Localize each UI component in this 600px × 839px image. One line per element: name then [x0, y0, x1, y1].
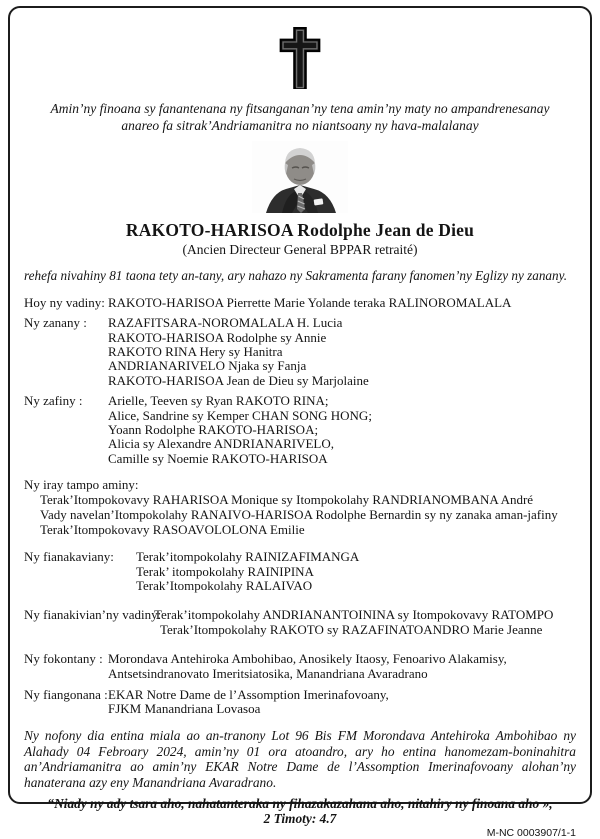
- label-spouse-family: Ny fianakivian’ny vadiny:: [24, 607, 162, 623]
- age-line: rehefa nivahiny 81 taona tety an-tany, ary nahazo ny Sakramenta farany fanomen’ny Eglizy ny zanany.: [24, 267, 568, 283]
- bible-quote-reference: 2 Timoty: 4.7: [263, 810, 337, 826]
- child-line: ANDRIANARIVELO Njaka sy Fanja: [108, 358, 307, 374]
- child-line: RAKOTO RINA Hery sy Hanitra: [108, 343, 283, 359]
- label-children: Ny zanany :: [24, 315, 87, 331]
- row-grandchildren: [24, 394, 576, 466]
- child-line: RAKOTO-HARISOA Jean de Dieu sy Marjolaine: [108, 372, 369, 388]
- label-fokontany: Ny fokontany :: [24, 651, 103, 667]
- his-family-line: Terak’Itompokolahy RALAIVAO: [136, 578, 313, 594]
- grandchild-line: Camille sy Noemie RAKOTO-HARISOA: [108, 450, 328, 466]
- deceased-former-title: (Ancien Directeur General BPPAR retraité): [182, 241, 418, 257]
- row-fokontany: [24, 652, 576, 681]
- document-number: M-NC 0003907/1-1: [486, 827, 576, 839]
- row-spouse-family: [24, 608, 576, 637]
- faith-intro-text: Amin’ny finoana sy fanantenana ny fitsanganan’ny tena amin’ny maty no ampandrenesanay anareo fa sitrak’Andriamanitra no niantsoany ny hava-malalanay: [50, 101, 550, 133]
- bible-quote: [24, 796, 576, 827]
- sibling-line: Vady navelan’Itompokolahy RANAIVO-HARISOA Rodolphe Bernardin sy ny zanaka aman-jafiny: [40, 507, 558, 523]
- fokontany-line: Morondava Antehiroka Ambohibao, Anosikely Itaosy, Fenoarivo Alakamisy,: [108, 651, 507, 667]
- church-line: EKAR Notre Dame de l’Assomption Imerinafovoany,: [108, 687, 389, 703]
- deceased-portrait-photo: [252, 141, 348, 218]
- label-church: Ny fiangonana :: [24, 687, 108, 703]
- his-family-line: Terak’itompokolahy RAINIZAFIMANGA: [136, 549, 360, 565]
- child-line: RAZAFITSARA-NOROMALALA H. Lucia: [108, 315, 343, 331]
- sibling-line: Terak’Itompokovavy RASOAVOLOLONA Emilie: [40, 522, 305, 538]
- value-spouse: RAKOTO-HARISOA Pierrette Marie Yolande teraka RALINOROMALALA: [108, 294, 512, 310]
- label-siblings: Ny iray tampo aminy:: [24, 477, 139, 493]
- funeral-announcement: Ny nofony dia entina miala ao an-tranony Lot 96 Bis FM Morondava Antehiroka Ambohibao ny Alahady 04 Febroary 2024, amin’ny 01 ora atoandro, ary ho entina hanomezam-boninahitra an’Andriamanitra ao amin’ny EKAR Notre Dame de l’Assomption Imerinafovoany alohan’ny hanaterana azy eny Manandriana Avaradrano.: [24, 727, 576, 790]
- obituary-card: [8, 6, 592, 839]
- sibling-line: Terak’Itompokovavy RAHARISOA Monique sy Itompokolahy RANDRIANOMBANA André: [40, 492, 534, 508]
- fokontany-line: Antsetsindranovato Imeritsiatosika, Manandriana Avaradrano: [108, 665, 428, 681]
- group-siblings: [24, 477, 576, 537]
- label-his-family: Ny fianakaviany:: [24, 549, 114, 565]
- deceased-name: RAKOTO-HARISOA Rodolphe Jean de Dieu: [125, 219, 475, 240]
- row-his-family: [24, 550, 576, 593]
- bible-quote-text: “Niady ny ady tsara aho, nahatanteraka ny fihazakazahana aho, nitahiry ny finoana aho »,: [47, 795, 553, 811]
- his-family-line: Terak’ itompokolahy RAINIPINA: [136, 563, 314, 579]
- label-spouse: Hoy ny vadiny:: [24, 294, 105, 310]
- row-church: [24, 688, 576, 717]
- spouse-family-line: Terak’itompokolahy ANDRIANANTOININA sy Itompokovavy RATOMPO: [154, 607, 554, 623]
- spouse-family-line: Terak’Itompokolahy RAKOTO sy RAZAFINATOANDRO Marie Jeanne: [160, 621, 543, 637]
- row-spouse: [24, 296, 576, 310]
- label-grandchildren: Ny zafiny :: [24, 393, 83, 409]
- latin-cross-icon: [273, 26, 327, 95]
- grandchild-line: Yoann Rodolphe RAKOTO-HARISOA;: [108, 422, 319, 437]
- grandchild-line: Alice, Sandrine sy Kemper CHAN SONG HONG;: [108, 407, 372, 423]
- row-children: [24, 316, 576, 388]
- grandchild-line: Alicia sy Alexandre ANDRIANARIVELO,: [108, 436, 335, 452]
- child-line: RAKOTO-HARISOA Rodolphe sy Annie: [108, 329, 327, 345]
- church-line: FJKM Manandriana Lovasoa: [108, 701, 261, 717]
- grandchild-line: Arielle, Teeven sy Ryan RAKOTO RINA;: [108, 393, 329, 409]
